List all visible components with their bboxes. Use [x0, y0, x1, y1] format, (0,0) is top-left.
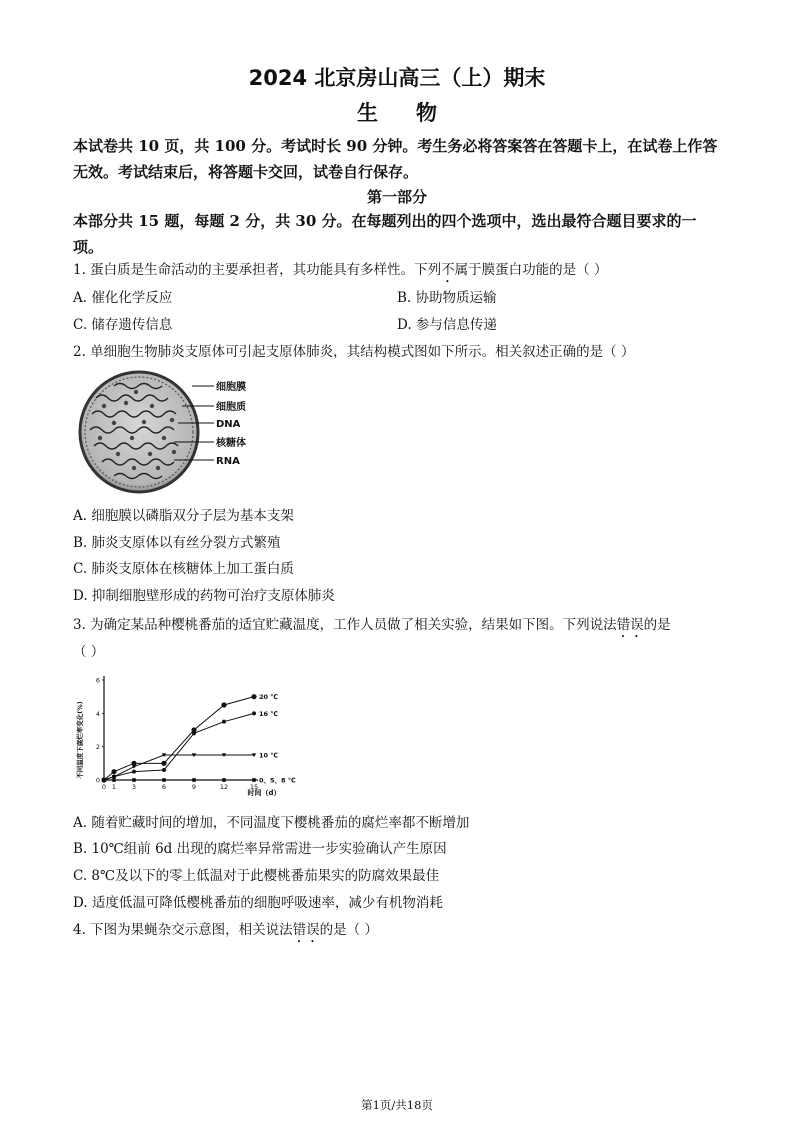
- data-point: [221, 702, 226, 707]
- series-line: [104, 697, 254, 780]
- mycoplasma-diagram: [74, 368, 274, 500]
- y-tick-label: 6: [95, 676, 100, 685]
- rot-rate-chart: [70, 672, 296, 806]
- data-point: [132, 765, 136, 769]
- exam-instructions: 本试卷共 10 页，共 100 分。考试时长 90 分钟。考生务必将答案答在答题卡上，在试卷上作答无效。考试结束后，将答题卡交回，试卷自行保存。: [73, 137, 718, 181]
- data-point: [252, 778, 256, 782]
- x-tick-label: 0: [101, 783, 107, 791]
- series-line: [104, 755, 254, 780]
- label-dna: DNA: [216, 419, 241, 430]
- stem-text: 属于膜蛋白功能的是（ ）: [454, 262, 608, 278]
- x-tick-label: 9: [191, 783, 197, 791]
- chart-series: [101, 694, 256, 783]
- data-point: [251, 694, 256, 699]
- data-point: [102, 778, 106, 782]
- data-point: [222, 778, 226, 782]
- x-tick-label: 15: [249, 783, 259, 791]
- emphasis-text: 不: [441, 262, 455, 278]
- stem-text: 的是: [643, 617, 671, 633]
- question-1-stem: [73, 258, 607, 286]
- question-3-stem-paren: （ ）: [73, 644, 105, 660]
- part-title: 第一部分: [366, 188, 427, 206]
- stem-text: 3. 为确定某品种樱桃番茄的适宜贮藏温度，工作人员做了相关实验，结果如下图。下列说法: [73, 617, 617, 633]
- label-cell-membrane: 细胞膜: [216, 382, 246, 393]
- x-tick-label: 1: [111, 783, 117, 791]
- y-tick-label: 4: [95, 709, 100, 718]
- y-axis-label: 不同温度下腐烂率变化(%): [76, 701, 84, 779]
- emphasis-text: 错误: [292, 922, 320, 938]
- label-cytoplasm: 细胞质: [216, 402, 246, 413]
- question-1-option-a: A. 催化化学反应: [73, 290, 173, 306]
- data-point: [192, 778, 196, 782]
- series-label: 0、5、8 ℃: [259, 776, 296, 785]
- cell-body: [80, 372, 198, 492]
- question-3-option-d: D. 适度低温可降低樱桃番茄的细胞呼吸速率，减少有机物消耗: [73, 895, 443, 911]
- data-point: [132, 778, 136, 782]
- question-3-option-c: C. 8℃及以下的零上低温对于此樱桃番茄果实的防腐效果最佳: [73, 868, 440, 884]
- data-point: [162, 778, 166, 782]
- question-1-option-b: B. 协助物质运输: [397, 290, 497, 306]
- stem-text: 4. 下图为果蝇杂交示意图，相关说法: [73, 922, 293, 938]
- part-description: 本部分共 15 题，每题 2 分，共 30 分。在每题列出的四个选项中，选出最符合题目要求的一项。: [73, 212, 697, 256]
- data-point: [112, 778, 116, 782]
- x-axis-label: 时间（d）: [247, 789, 281, 797]
- question-4-stem: [73, 918, 378, 946]
- question-2-option-d: D. 抑制细胞壁形成的药物可治疗支原体肺炎: [73, 588, 335, 604]
- data-point: [192, 731, 196, 735]
- x-tick-label: 12: [219, 783, 229, 791]
- stem-text: 1. 蛋白质是生命活动的主要承担者，其功能具有多样性。下列: [73, 262, 442, 278]
- question-3-option-b: B. 10℃组前 6d 出现的腐烂率异常需进一步实验确认产生原因: [73, 841, 447, 857]
- question-2-option-a: A. 细胞膜以磷脂双分子层为基本支架: [73, 508, 294, 524]
- question-2-stem: 2. 单细胞生物肺炎支原体可引起支原体肺炎，其结构模式图如下所示。相关叙述正确的是（ ）: [73, 344, 635, 360]
- data-point: [132, 770, 136, 774]
- question-2-option-c: C. 肺炎支原体在核糖体上加工蛋白质: [73, 561, 294, 577]
- data-point: [161, 761, 166, 766]
- data-point: [111, 769, 116, 774]
- question-1-option-d: D. 参与信息传递: [397, 317, 497, 333]
- x-tick-label: 6: [161, 783, 167, 791]
- data-point: [162, 768, 166, 772]
- y-tick-label: 0: [95, 776, 100, 785]
- exam-title: 2024 北京房山高三（上）期末: [248, 66, 546, 90]
- data-point: [222, 720, 226, 724]
- question-1-option-c: C. 储存遗传信息: [73, 317, 173, 333]
- label-ribosome: 核糖体: [216, 438, 246, 449]
- question-3-stem: [73, 613, 671, 641]
- subject-title: 生物: [357, 101, 475, 125]
- series-label: 10 ℃: [259, 751, 279, 760]
- emphasis-text: 错误: [616, 617, 644, 633]
- question-3-option-a: A. 随着贮藏时间的增加，不同温度下樱桃番茄的腐烂率都不断增加: [73, 815, 470, 831]
- y-tick-label: 2: [95, 743, 100, 752]
- data-point: [252, 711, 256, 715]
- stem-text: 的是（ ）: [319, 922, 378, 938]
- chart-axes: [102, 676, 258, 782]
- x-tick-label: 3: [131, 783, 137, 791]
- series-label: 16 ℃: [259, 709, 279, 718]
- series-label: 20 ℃: [259, 693, 279, 702]
- question-2-option-b: B. 肺炎支原体以有丝分裂方式繁殖: [73, 535, 281, 551]
- page-footer: 第1页/共18页: [361, 1098, 433, 1112]
- label-rna: RNA: [216, 456, 240, 467]
